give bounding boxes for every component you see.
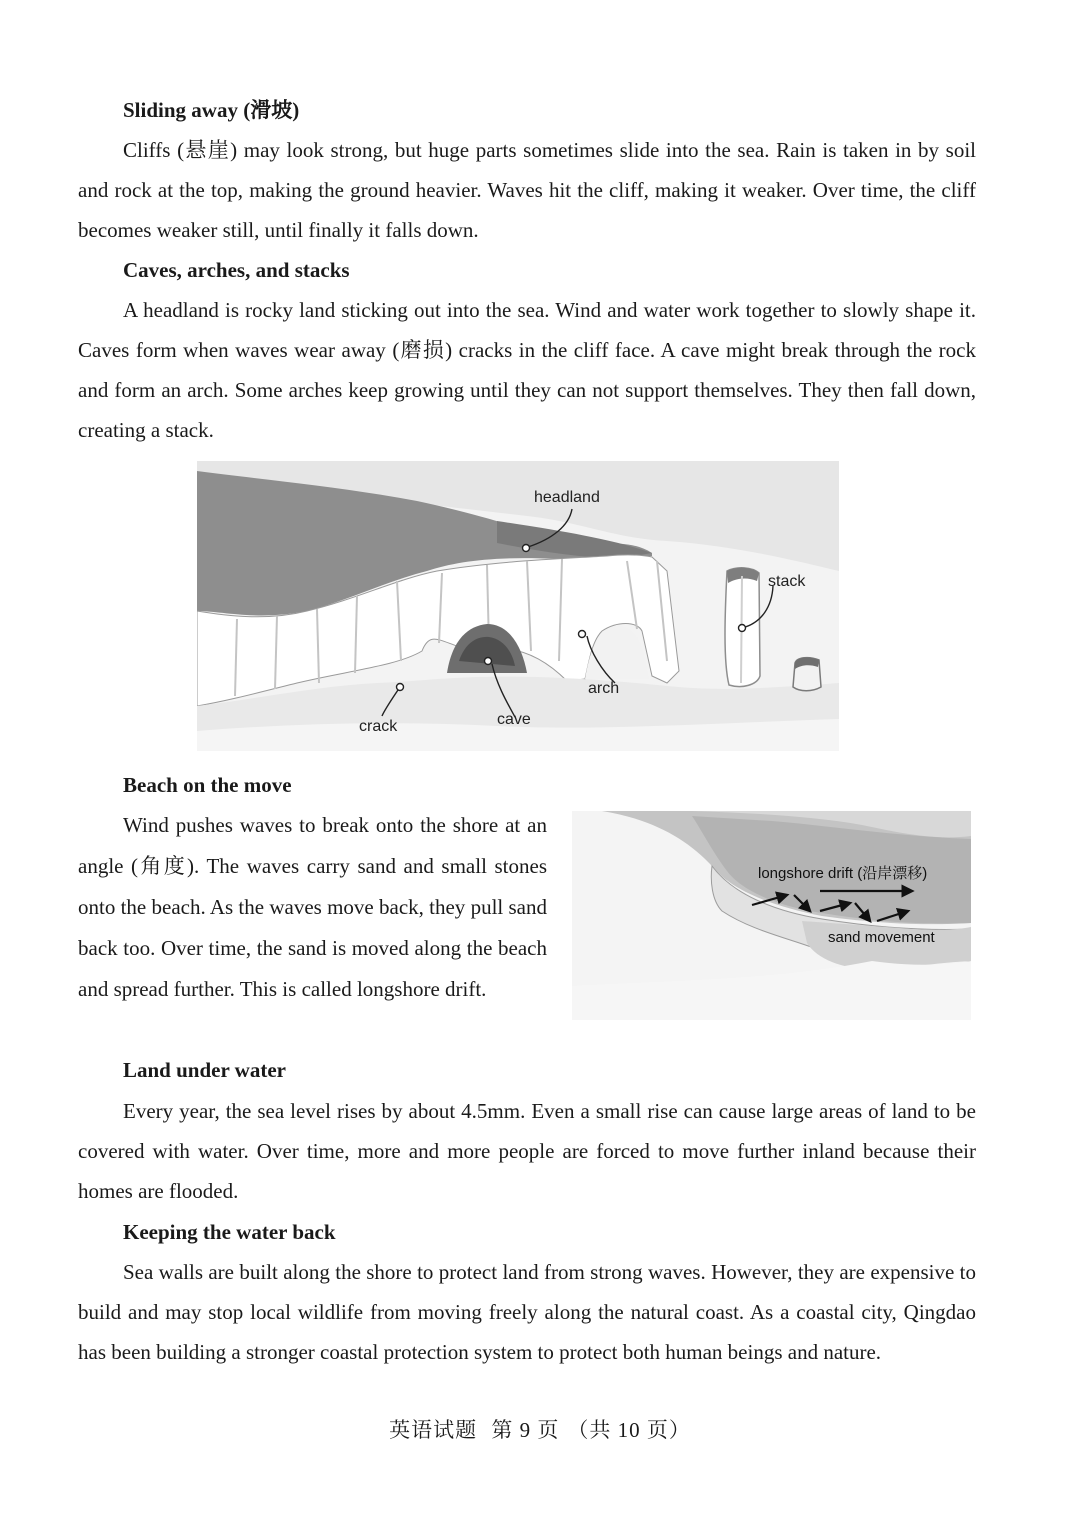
section-heading-keeping-water-back: Keeping the water back [123,1220,336,1244]
label-stack: stack [768,573,806,590]
section-heading-caves-arches-stacks: Caves, arches, and stacks [123,258,350,282]
section-heading-sliding-away: Sliding away (滑坡) [123,98,300,122]
label-cave: cave [497,711,531,728]
label-crack: crack [359,718,398,735]
section-heading-beach-on-the-move: Beach on the move [123,773,292,797]
label-headland: headland [534,489,600,506]
section-heading-land-under-water: Land under water [123,1058,286,1082]
longshore-drift-illustration [572,811,971,1020]
coastal-features-figure [197,461,839,751]
label-arch: arch [588,680,620,697]
paragraph-land-under-water: Every year, the sea level rises by about 4.5mm. Even a small rise can cause large areas of land to be covered with water. Over time, more and more people are forced to move further inland because their homes are flooded. [78,1099,976,1203]
paragraph-caves-arches-stacks: A headland is rocky land sticking out into the sea. Wind and water work together to slowly shape it. Caves form when waves wear away (磨损) cracks in the cliff face. A cave might break through the rock and form an arch. Some arches keep growing until they can not support themselves. They then fall down, creating a stack. [78,298,976,442]
footer-total-pages: （共 10 页） [567,1418,691,1442]
longshore-drift-figure [572,811,971,1020]
paragraph-sliding-away: Cliffs (悬崖) may look strong, but huge parts sometimes slide into the sea. Rain is taken in by soil and rock at the top, making the ground heavier. Waves hit the cliff, making it weaker. Over time, the cliff becomes weaker still, until finally it falls down. [78,138,976,242]
coastal-features-illustration [197,461,839,751]
paragraph-keeping-water-back: Sea walls are built along the shore to protect land from strong waves. However, they are expensive to build and may stop local wildlife from moving freely along the natural coast. As a coastal city, Qingdao has been building a stronger coastal protection system to protect both human beings and nature. [78,1260,976,1364]
footer-subject: 英语试题 [389,1418,478,1442]
footer-page-number: 第 9 页 [491,1418,560,1442]
label-longshore-drift: longshore drift (沿岸漂移) [758,865,928,882]
paragraph-beach-on-the-move: Wind pushes waves to break onto the shore at an angle (角度). The waves carry sand and small stones onto the beach. As the waves move back, they pull sand back too. Over time, the sand is moved along the beach and spread further. This is called longshore drift. [78,813,547,1001]
label-sand-movement: sand movement [828,929,935,946]
page-footer [0,1414,1080,1444]
